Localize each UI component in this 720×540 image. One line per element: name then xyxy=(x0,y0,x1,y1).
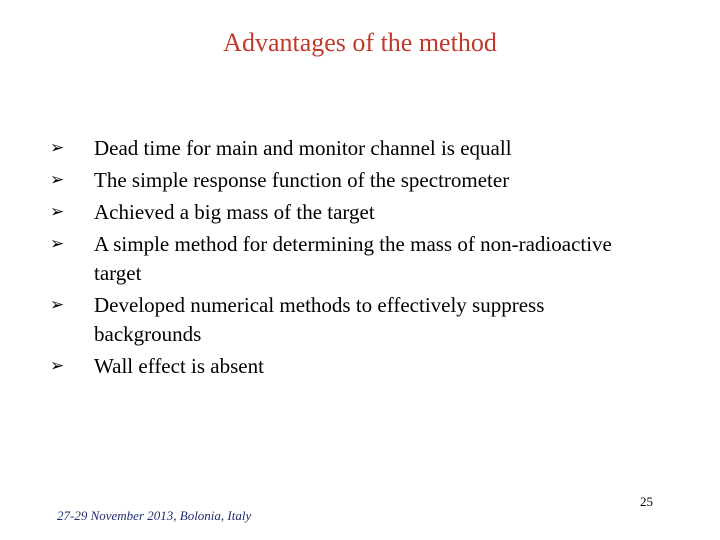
bullet-list xyxy=(50,134,650,384)
bullet-text: The simple response function of the spectrometer xyxy=(94,168,510,192)
arrow-bullet-icon: ➢ xyxy=(50,234,65,254)
arrow-bullet-icon: ➢ xyxy=(50,356,65,376)
bullet-text: Wall effect is absent xyxy=(94,354,264,378)
bullet-text: A simple method for determining the mass of non-radioactive target xyxy=(94,232,612,285)
bullet-text: Developed numerical methods to effectively suppress backgrounds xyxy=(94,293,545,346)
bullet-item xyxy=(50,166,650,195)
bullet-item xyxy=(50,134,650,163)
footer-date: 27-29 November 2013, Bolonia, Italy xyxy=(57,508,252,523)
bullet-text: Achieved a big mass of the target xyxy=(94,200,375,224)
bullet-item xyxy=(50,198,650,227)
page-number: 25 xyxy=(640,494,653,509)
arrow-bullet-icon: ➢ xyxy=(50,295,65,315)
bullet-item xyxy=(50,291,650,349)
bullet-text: Dead time for main and monitor channel is equall xyxy=(94,136,512,160)
arrow-bullet-icon: ➢ xyxy=(50,138,65,158)
bullet-item xyxy=(50,230,650,288)
arrow-bullet-icon: ➢ xyxy=(50,170,65,190)
arrow-bullet-icon: ➢ xyxy=(50,202,65,222)
bullet-item xyxy=(50,352,650,381)
slide-title: Advantages of the method xyxy=(223,28,497,57)
